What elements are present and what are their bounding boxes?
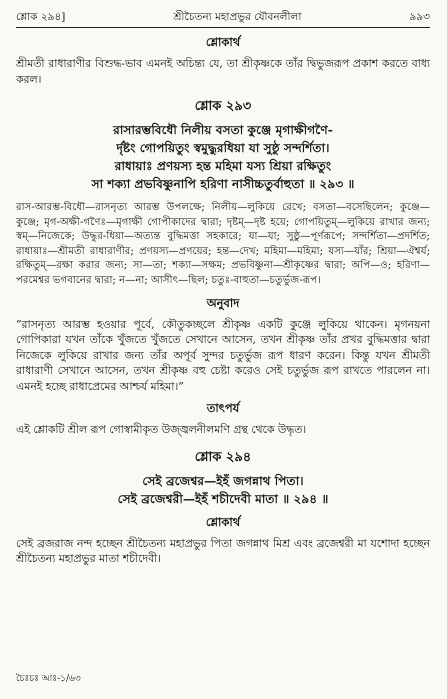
translation-label: অনুবাদ — [206, 295, 240, 310]
purport-text: এই শ্লোকটি শ্রীল রূপ গোস্বামীকৃত উজ্জ্বলনীলমণি গ্রন্থ থেকে উদ্ধৃত। — [16, 423, 307, 437]
word-for-word-meanings: রাস-আরম্ভ-বিধৌ—রাসনৃত্য আরম্ভ উপলক্ষে; নিলীয়—লুকিয়ে রেখে; বসতা—বসেছিলেন; কুঞ্জে—কুঞ্জে; মৃগ-অক্ষী-গণৈঃ—মৃগাক্ষী গোপীকাদের দ্বারা; দৃষ্টম্—দৃষ্ট হয়ে; গোপয়িতুম্—লুকিয়ে রাখার জন্য; স্বম্—নিজেকে; উদ্ধুর-ধিয়া—অত্যন্ত বুদ্ধিমত্তা সহকারে; যা—যা; সুষ্ঠু—পূর্ণরূপে; সন্দর্শিতা—প্রদর্শিত; রাধায়াঃ—শ্রীমতী রাধারাণীর; প্রণয়স্য—প্রণয়ের; হন্ত—দেখ; মহিমা—মহিমা; যস্য—যাঁর; শ্রিয়া—ঐশ্বর্য; রক্ষিতুম্—রক্ষা করার জন্য; সা—তা; শক্যা—সক্ষম; প্রভবিষ্ণুনা—শ্রীকৃষ্ণের দ্বারা; অপি—ও; হরিণা—পরমেশ্বর ভগবানের দ্বারা; ন—না; আসীৎ—ছিল; চতুঃ-বাহুতা—চতুর্ভুজ-রূপ। — [16, 202, 430, 286]
purport-label: তাৎপর্য — [206, 401, 240, 416]
verse-294-label: শ্লোক ২৯৪ — [194, 449, 252, 465]
header-rule — [16, 27, 430, 28]
translation-text: “রাসনৃত্য আরম্ভ হওয়ার পূর্বে, কৌতুকচ্ছলে শ্রীকৃষ্ণ একটি কুঞ্জে লুকিয়ে থাকেন। মৃগনয়না গোপিকারা যখন তাঁকে খুঁজতে খুঁজতে সেখানে আসেন, তখন শ্রীকৃষ্ণ তাঁর প্রখর বুদ্ধিমত্তার দ্বারা নিজেকে লুকিয়ে রাখার জন্য তাঁর অপূর্ব সুন্দর চতুর্ভুজ রূপ ধারণ করেন। কিন্তু যখন শ্রীমতী রাধারাণী সেখানে আসেন, তখন শ্রীকৃষ্ণ বহু চেষ্টা করেও সেই চতুর্ভুজ রূপ রাখতে পারলেন না। এমনই হচ্ছে রাধাপ্রেমের আশ্চর্য মহিমা।” — [16, 317, 430, 393]
verse-line: রাধায়াঃ প্রণয়স্য হন্ত মহিমা যস্য শ্রিয়া রক্ষিতুং — [114, 159, 332, 173]
header-chapter-title: শ্রীচৈতন্য মহাপ্রভুর যৌবনলীলা — [173, 11, 302, 23]
verse-line: সেই ব্রজেশ্বর—ইহঁ জগন্নাথ পিতা। — [142, 473, 304, 488]
verse-line: রাসারম্ভবিধৌ নিলীয় বসতা কুঞ্জে মৃগাক্ষীগণৈ- — [113, 123, 333, 137]
verse-294-translation-text: সেই ব্রজরাজ নন্দ হচ্ছেন শ্রীচৈতন্য মহাপ্রভুর পিতা জগন্নাথ মিশ্র এবং ব্রজেশ্বরী মা যশোদা হচ্ছেন শ্রীচৈতন্য মহাপ্রভুর মাতা শচীদেবী। — [16, 536, 430, 566]
prev-translation-label: শ্লোকার্থ — [205, 35, 241, 49]
verse-293-sanskrit — [16, 121, 430, 193]
verse-line: সেই ব্রজেশ্বরী—ইহঁ শচীদেবী মাতা ॥ ২৯৪ ॥ — [117, 491, 329, 506]
book-page — [16, 10, 430, 690]
prev-translation-text: শ্রীমতী রাধারাণীর বিশুদ্ধ-ভাব এমনই অচিন্ত্য যে, তা শ্রীকৃষ্ণকে তাঁর দ্বিভুজরূপ প্রকাশ করতে বাধ্য করল। — [16, 57, 430, 86]
running-header — [16, 10, 430, 26]
page-number: ৯৯৩ — [409, 11, 430, 23]
signature-mark: চৈঃচঃ আঃ-১/৬৩ — [16, 674, 81, 684]
header-verse-ref: শ্লোক ২৯৪] — [16, 11, 66, 23]
verse-294-translation-label: শ্লোকার্থ — [205, 514, 241, 529]
verse-line: র্দৃষ্টং গোপয়িতুং স্বমুদ্ধুরধিয়া যা সুষ্ঠু সন্দর্শিতা। — [116, 141, 330, 155]
verse-line: সা শক্যা প্রভবিষ্ণুনাপি হরিণা নাসীচ্চতুর্বাহুতা ॥ ২৯৩ ॥ — [91, 177, 355, 191]
verse-294-text — [16, 472, 430, 508]
verse-293-label: শ্লোক ২৯৩ — [194, 99, 252, 114]
